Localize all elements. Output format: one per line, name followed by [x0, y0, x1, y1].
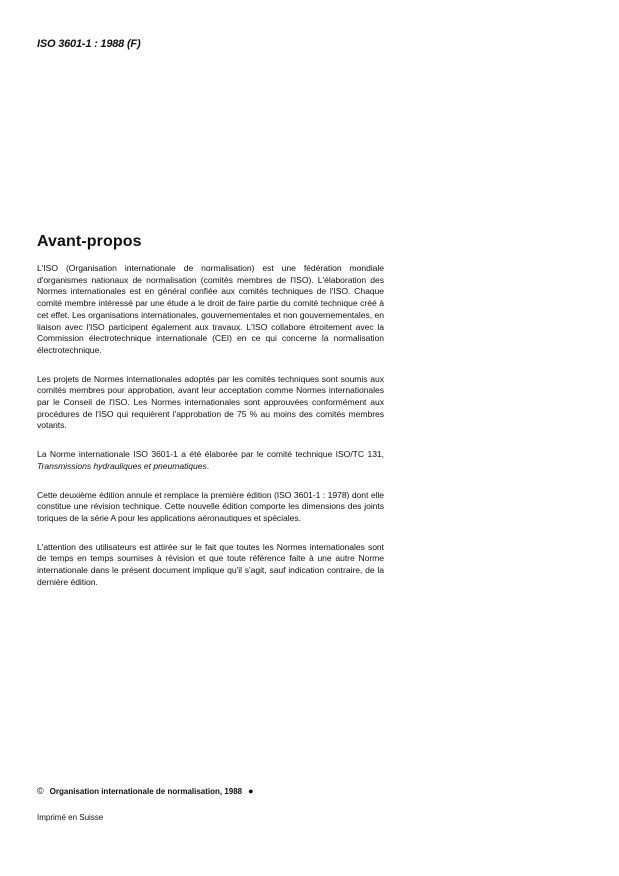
- printed-in: Imprimé en Suisse: [37, 813, 104, 822]
- copyright-line: [37, 786, 254, 796]
- paragraph-1: L'ISO (Organisation internationale de normalisation) est une fédération mondiale d'organismes nationaux de normalisation (comités membres de l'ISO). L'élaboration des Normes internationales est en général confiée aux comités techniques de l'ISO. Chaque comité membre intéressé par une étude a le droit de faire partie du comité technique créé à cet effet. Les organisations internationales, gouvernementales et non gouvernementales, en liaison avec l'ISO participent également aux travaux. L'ISO collabore étroitement avec la Commission électrotechnique internationale (CEI) en ce qui concerne la normalisation électrotechnique.: [37, 263, 384, 355]
- page-footer: [37, 786, 254, 822]
- paragraph-3-text: La Norme internationale ISO 3601-1 a été élaborée par le comité technique ISO/TC 131,: [37, 449, 384, 460]
- copyright-text: Organisation internationale de normalisation, 1988: [49, 786, 243, 796]
- committee-title: Transmissions hydrauliques et pneumatiques: [37, 460, 207, 471]
- section-title: Avant-propos: [37, 233, 142, 250]
- paragraph-4: Cette deuxième édition annule et remplace la première édition (ISO 3601-1 : 1978) dont elle constitue une révision technique. Cette nouvelle édition comporte les dimensions des joints toriques de la série A pour les applications aéronautiques et spéciales.: [37, 489, 384, 523]
- foreword-body: [37, 263, 384, 605]
- copyright-icon: ©: [37, 786, 44, 796]
- paragraph-3: [37, 449, 384, 472]
- document-reference: ISO 3601-1 : 1988 (F): [37, 38, 141, 50]
- bullet-icon: ●: [248, 786, 254, 796]
- paragraph-5: L'attention des utilisateurs est attirée sur le fait que toutes les Normes internationales sont de temps en temps soumises à révision et que toute référence faite à une autre Norme internationale dans le présent document implique qu'il s'agit, sauf indication contraire, de la dernière édition.: [37, 541, 384, 587]
- paragraph-2: Les projets de Normes internationales adoptés par les comités techniques sont soumis aux comités membres pour approbation, avant leur acceptation comme Normes internationales par le Conseil de l'ISO. Les Normes internationales sont approuvées conformément aux procédures de l'ISO qui requièrent l'approbation de 75 % au moins des comités membres votants.: [37, 373, 384, 431]
- paragraph-3-end: .: [206, 460, 210, 471]
